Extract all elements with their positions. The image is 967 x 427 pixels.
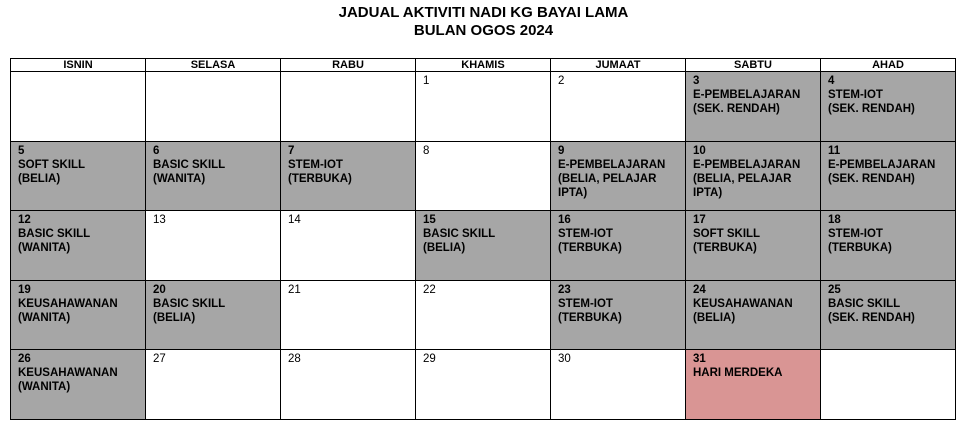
activity-label: BASIC SKILL (WANITA) — [18, 228, 91, 255]
week-row — [11, 72, 956, 142]
day-number: 25 — [828, 283, 841, 296]
day-number: 2 — [558, 75, 565, 87]
calendar-day-cell — [281, 72, 416, 142]
calendar-day-cell — [146, 141, 281, 211]
day-number: 6 — [153, 144, 160, 157]
holiday-label: HARI MERDEKA — [693, 367, 783, 380]
calendar-day-cell — [11, 72, 146, 142]
day-number: 19 — [18, 283, 31, 296]
day-number: 30 — [558, 353, 571, 366]
title-line-1: JADUAL AKTIVITI NADI KG BAYAI LAMA — [338, 4, 629, 21]
calendar-day-cell — [146, 350, 281, 420]
day-number: 24 — [693, 283, 706, 296]
calendar-day-cell — [416, 280, 551, 350]
calendar-day-cell — [821, 141, 956, 211]
calendar-day-cell — [281, 141, 416, 211]
day-number: 13 — [153, 214, 166, 227]
calendar-day-cell — [551, 280, 686, 350]
calendar-day-cell — [11, 211, 146, 281]
day-number: 5 — [18, 144, 25, 157]
day-number: 21 — [288, 283, 301, 296]
week-row — [11, 141, 956, 211]
day-number: 10 — [693, 144, 706, 157]
header-row — [11, 59, 956, 72]
header-selasa: SELASA — [146, 59, 281, 72]
day-number: 1 — [423, 75, 430, 87]
calendar-day-cell — [146, 72, 281, 142]
calendar-day-cell — [551, 72, 686, 142]
week-row — [11, 350, 956, 420]
day-number: 9 — [558, 144, 565, 157]
activity-label: E-PEMBELAJARAN (SEK. RENDAH) — [693, 89, 801, 115]
calendar-day-cell — [416, 350, 551, 420]
day-number: 18 — [828, 214, 841, 227]
calendar-day-cell — [821, 280, 956, 350]
week-row — [11, 280, 956, 350]
day-number: 4 — [828, 75, 835, 87]
header-rabu: RABU — [281, 59, 416, 72]
day-number: 8 — [423, 144, 430, 157]
calendar-day-cell — [686, 141, 821, 211]
day-number: 27 — [153, 353, 166, 366]
day-number: 15 — [423, 214, 436, 227]
activity-label: BASIC SKILL (BELIA) — [423, 228, 496, 255]
calendar-day-cell — [551, 350, 686, 420]
activity-label: KEUSAHAWANAN (WANITA) — [18, 297, 118, 324]
activity-label: STEM-IOT (TERBUKA) — [558, 228, 622, 255]
calendar-body — [11, 72, 956, 420]
day-number: 28 — [288, 353, 301, 366]
activity-label: STEM-IOT (TERBUKA) — [828, 228, 892, 255]
calendar-day-cell — [281, 350, 416, 420]
calendar-day-cell — [11, 280, 146, 350]
calendar-day-cell — [416, 211, 551, 281]
day-number: 3 — [693, 75, 700, 87]
calendar-day-cell — [686, 72, 821, 142]
calendar-day-cell — [821, 211, 956, 281]
calendar-day-cell — [416, 72, 551, 142]
activity-label: KEUSAHAWANAN (WANITA) — [18, 367, 118, 394]
day-number: 11 — [828, 144, 841, 157]
activity-label: KEUSAHAWANAN (BELIA) — [693, 297, 793, 324]
day-number: 26 — [18, 353, 31, 366]
header-isnin: ISNIN — [11, 59, 146, 72]
header-jumaat: JUMAAT — [551, 59, 686, 72]
header-ahad: AHAD — [821, 59, 956, 72]
day-number: 14 — [288, 214, 301, 227]
day-number: 16 — [558, 214, 571, 227]
day-number: 20 — [153, 283, 166, 296]
day-number: 29 — [423, 353, 436, 366]
header-khamis: KHAMIS — [416, 59, 551, 72]
calendar-day-cell — [686, 211, 821, 281]
header-sabtu: SABTU — [686, 59, 821, 72]
calendar-day-cell — [11, 350, 146, 420]
calendar-day-cell — [551, 211, 686, 281]
title-line-2: BULAN OGOS 2024 — [413, 22, 554, 39]
activity-label: BASIC SKILL (BELIA) — [153, 297, 226, 324]
calendar-day-cell — [821, 72, 956, 142]
calendar-day-cell — [416, 141, 551, 211]
activity-label: SOFT SKILL (BELIA) — [18, 158, 86, 185]
day-number: 23 — [558, 283, 571, 296]
calendar-day-cell — [281, 280, 416, 350]
calendar-day-cell — [686, 280, 821, 350]
calendar-day-cell — [686, 350, 821, 420]
calendar-day-cell — [281, 211, 416, 281]
activity-label: E-PEMBELAJARAN (BELIA, PELAJAR IPTA) — [693, 158, 801, 199]
activity-label: STEM-IOT (TERBUKA) — [288, 158, 352, 185]
day-number: 7 — [288, 144, 295, 157]
day-number: 17 — [693, 214, 706, 227]
calendar-day-cell — [821, 350, 956, 420]
activity-label: STEM-IOT (TERBUKA) — [558, 297, 622, 324]
calendar-table — [10, 58, 956, 420]
day-number: 12 — [18, 214, 31, 227]
activity-label: E-PEMBELAJARAN (BELIA, PELAJAR IPTA) — [558, 158, 666, 199]
activity-label: SOFT SKILL (TERBUKA) — [693, 228, 761, 255]
week-row — [11, 211, 956, 281]
day-number: 31 — [693, 353, 706, 366]
calendar-day-cell — [146, 280, 281, 350]
activity-label: BASIC SKILL (WANITA) — [153, 158, 226, 185]
calendar-day-cell — [551, 141, 686, 211]
activity-label: BASIC SKILL (SEK. RENDAH) — [828, 297, 915, 324]
day-number: 22 — [423, 283, 436, 296]
page-title — [0, 4, 967, 40]
calendar-day-cell — [11, 141, 146, 211]
calendar-day-cell — [146, 211, 281, 281]
activity-label: E-PEMBELAJARAN (SEK. RENDAH) — [828, 158, 936, 185]
activity-label: STEM-IOT (SEK. RENDAH) — [828, 89, 915, 115]
